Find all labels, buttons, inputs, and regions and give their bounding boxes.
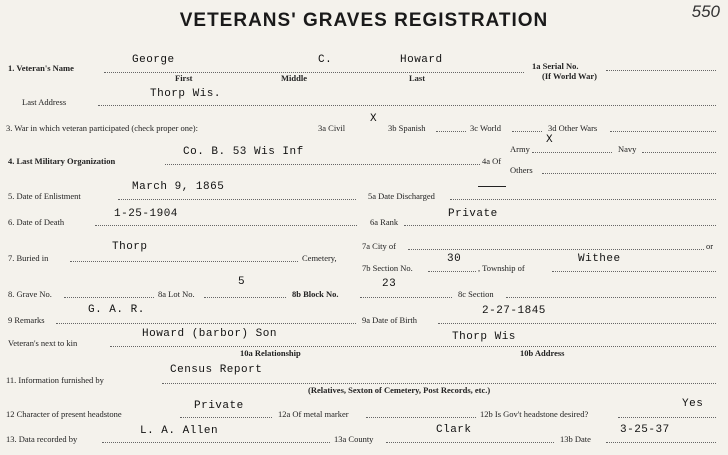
label-date-13b: 13b Date [560,434,591,444]
value-block-no: 23 [382,278,397,290]
label-world: 3c World [470,123,502,133]
label-next-of-kin: Veteran's next to kin [8,338,78,348]
label-information-furnished: 11. Information furnished by [6,375,104,385]
label-discharged: 5a Date Discharged [368,191,435,201]
value-govt-desired: Yes [682,398,704,410]
label-if-world-war: (If World War) [542,71,597,81]
value-civil-mark: X [370,113,378,125]
label-date-of-birth: 9a Date of Birth [362,315,417,325]
value-organization: Co. B. 53 Wis Inf [183,146,304,158]
value-enlistment: March 9, 1865 [132,181,225,193]
value-lot-no: 5 [238,276,246,288]
value-section-no: 30 [447,253,462,265]
label-spanish: 3b Spanish [388,123,426,133]
label-serial-no: 1a Serial No. [532,61,579,71]
label-relationship: 10a Relationship [240,348,301,358]
label-section-8c: 8c Section [458,289,494,299]
value-township: Withee [578,253,621,265]
value-headstone: Private [194,400,244,412]
label-city-of: 7a City of [362,241,396,251]
form-title: VETERANS' GRAVES REGISTRATION [179,10,549,31]
label-headstone: 12 Character of present headstone [6,409,122,419]
value-middle-name: C. [318,54,333,66]
label-others: Others [510,165,533,175]
value-buried: Thorp [112,241,148,253]
label-section-no: 7b Section No. [362,263,413,273]
label-war: 3. War in which veteran participated (check proper one): [6,123,198,133]
label-civil: 3a Civil [318,123,346,133]
label-metal-marker: 12a Of metal marker [278,409,349,419]
label-middle: Middle [281,73,307,83]
form-stamp-number: 550 [691,2,720,21]
value-army-mark: X [546,134,554,146]
value-birth: 2-27-1845 [482,305,546,317]
label-death: 6. Date of Death [8,217,65,227]
label-township: , Township of [478,263,525,273]
value-last-name: Howard [400,54,443,66]
label-navy: Navy [618,144,637,154]
label-veteran-name: 1. Veteran's Name [8,63,74,73]
label-of: 4a Of [482,156,502,166]
label-army: Army [510,144,530,154]
label-county: 13a County [334,434,374,444]
label-last: Last [409,73,426,83]
label-lot-no: 8a Lot No. [158,289,195,299]
value-county: Clark [436,424,472,436]
label-or: or [706,241,714,251]
value-first-name: George [132,54,175,66]
value-death: 1-25-1904 [114,208,178,220]
label-remarks: 9 Remarks [8,315,45,325]
label-grave-no: 8. Grave No. [8,289,52,299]
value-remarks: G. A. R. [88,304,145,316]
label-other-wars: 3d Other Wars [548,123,598,133]
label-recorded-by: 13. Data recorded by [6,434,78,444]
value-address: Thorp Wis. [150,88,222,100]
label-military-organization: 4. Last Military Organization [8,156,116,166]
value-rank: Private [448,208,498,220]
label-cemetery: Cemetery, [302,253,337,263]
value-kin-address: Thorp Wis [452,331,516,343]
label-enlistment: 5. Date of Enlistment [8,191,81,201]
label-sources: (Relatives, Sexton of Cemetery, Post Records, etc.) [308,385,491,395]
value-informant: Census Report [170,364,263,376]
value-recorded-by: L. A. Allen [140,425,219,437]
value-recorded-date: 3-25-37 [620,424,670,436]
label-block-no: 8b Block No. [292,289,339,299]
label-buried-in: 7. Buried in [8,253,49,263]
label-address-10b: 10b Address [520,348,565,358]
value-kin: Howard (barbor) Son [142,328,277,340]
label-govt-headstone: 12b Is Gov't headstone desired? [480,409,589,419]
label-first: First [175,73,193,83]
label-rank: 6a Rank [370,217,399,227]
label-last-address: Last Address [22,97,67,107]
